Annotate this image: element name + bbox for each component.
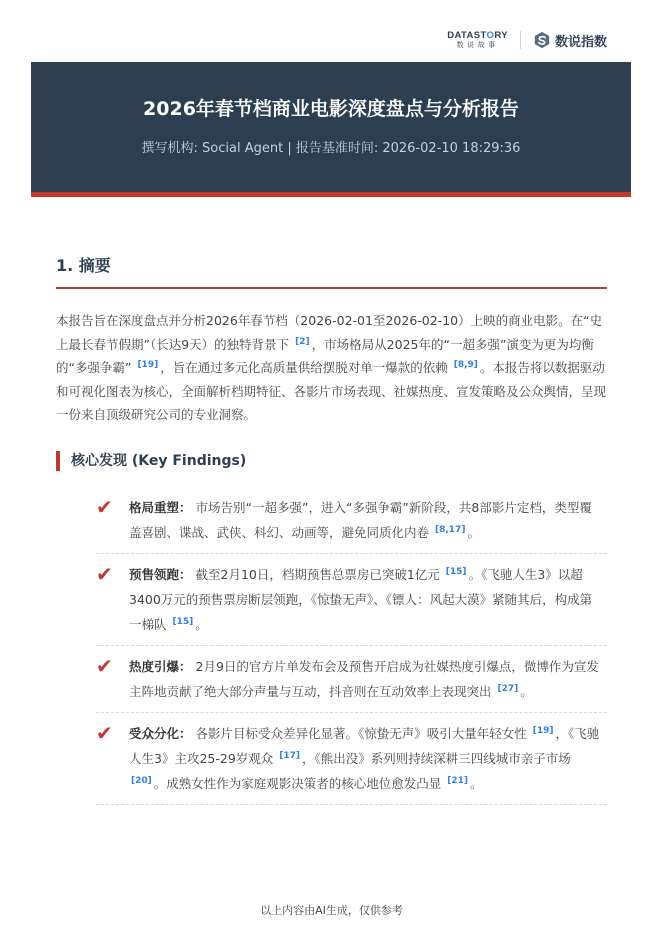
finding-item-structure: ✔ 格局重塑： 市场告别“一超多强”，进入“多强争霸”新阶段，共8部影片定档，类型覆盖喜剧、谍战、武侠、科幻、动画等，避免同质化内卷 [8,17] 。	[96, 487, 607, 554]
logo-divider	[520, 31, 521, 49]
report-title: 2026年春节档商业电影深度盘点与分析报告	[143, 98, 519, 120]
datastory-wordmark: DATASTORY	[447, 29, 508, 41]
check-icon: ✔	[96, 562, 113, 586]
citation-link[interactable]: [27]	[497, 684, 519, 694]
finding-label: 受众分化：	[129, 726, 192, 741]
section-title-summary: 1. 摘要	[56, 255, 607, 289]
check-icon: ✔	[96, 721, 113, 745]
citation-link[interactable]: [19]	[137, 360, 159, 370]
citation-link[interactable]: [19]	[532, 726, 554, 736]
report-header	[31, 62, 631, 197]
citation-link[interactable]: [15]	[172, 617, 194, 627]
citation-link[interactable]: [8,17]	[435, 525, 466, 535]
key-findings-title: 核心发现 (Key Findings)	[56, 451, 246, 471]
report-meta: 撰写机构: Social Agent | 报告基准时间: 2026-02-10 18:29:36	[141, 141, 521, 156]
shushuo-hexagon-icon	[533, 31, 551, 49]
datastory-logo[interactable]	[447, 31, 508, 50]
footer-disclaimer: 以上内容由AI生成，仅供参考	[260, 904, 403, 917]
finding-item-audience: ✔ 受众分化： 各影片目标受众差异化显著。《惊蛰无声》吸引大量年轻女性 [19] ，《飞驰人生3》主攻25-29岁观众 [17] ，《熊出没》系列则持续深耕三四线城市亲子市场 [20] 。成熟女性作为家庭观影决策者的核心地位愈发凸显 [21] 。	[96, 713, 607, 805]
finding-label: 格局重塑：	[129, 500, 192, 515]
check-icon: ✔	[96, 495, 113, 519]
citation-link[interactable]: [2]	[295, 336, 310, 347]
citation-link[interactable]: [15]	[445, 567, 467, 577]
shushuo-logo[interactable]	[533, 31, 607, 50]
check-icon: ✔	[96, 654, 113, 678]
citation-link[interactable]: [21]	[447, 776, 469, 786]
logo-bar	[447, 28, 607, 52]
finding-label: 热度引爆：	[129, 659, 192, 674]
shushuo-name: 数说指数	[554, 34, 607, 50]
finding-item-presale: ✔ 预售领跑： 截至2月10日，档期预售总票房已突破1亿元 [15] 。《飞驰人生3》以超3400万元的预售票房断层领跑，《惊蛰无声》、《镖人：风起大漠》紧随其后，构成第一梯队 [15] 。	[96, 554, 607, 646]
datastory-subtitle: 数说故事	[456, 41, 499, 50]
summary-paragraph: 本报告旨在深度盘点并分析2026年春节档（2026-02-01至2026-02-10）上映的商业电影。在“史上最长春节假期”（长达9天）的独特背景下 [2] ，市场格局从2025年的“一超多强”演变为更为均衡的“多强争霸” [19] ，旨在通过多元化高质量供给摆脱对单一爆款的依赖 [8,9] 。本报告将以数据驱动和可视化图表为核心，全面解析档期特征、各影片市场表现、社媒热度、宣发策略及公众舆情，呈现一份来自顶级研究公司的专业洞察。	[56, 313, 607, 422]
citation-link[interactable]: [8,9]	[453, 360, 478, 370]
finding-label: 预售领跑：	[129, 567, 192, 582]
citation-link[interactable]: [17]	[279, 751, 301, 761]
citation-link[interactable]: [20]	[131, 776, 152, 786]
key-findings-list	[96, 487, 607, 805]
finding-item-buzz: ✔ 热度引爆： 2月9日的官方片单发布会及预售开启成为社媒热度引爆点，微博作为宣发主阵地贡献了绝大部分声量与互动，抖音则在互动效率上表现突出 [27] 。	[96, 646, 607, 713]
